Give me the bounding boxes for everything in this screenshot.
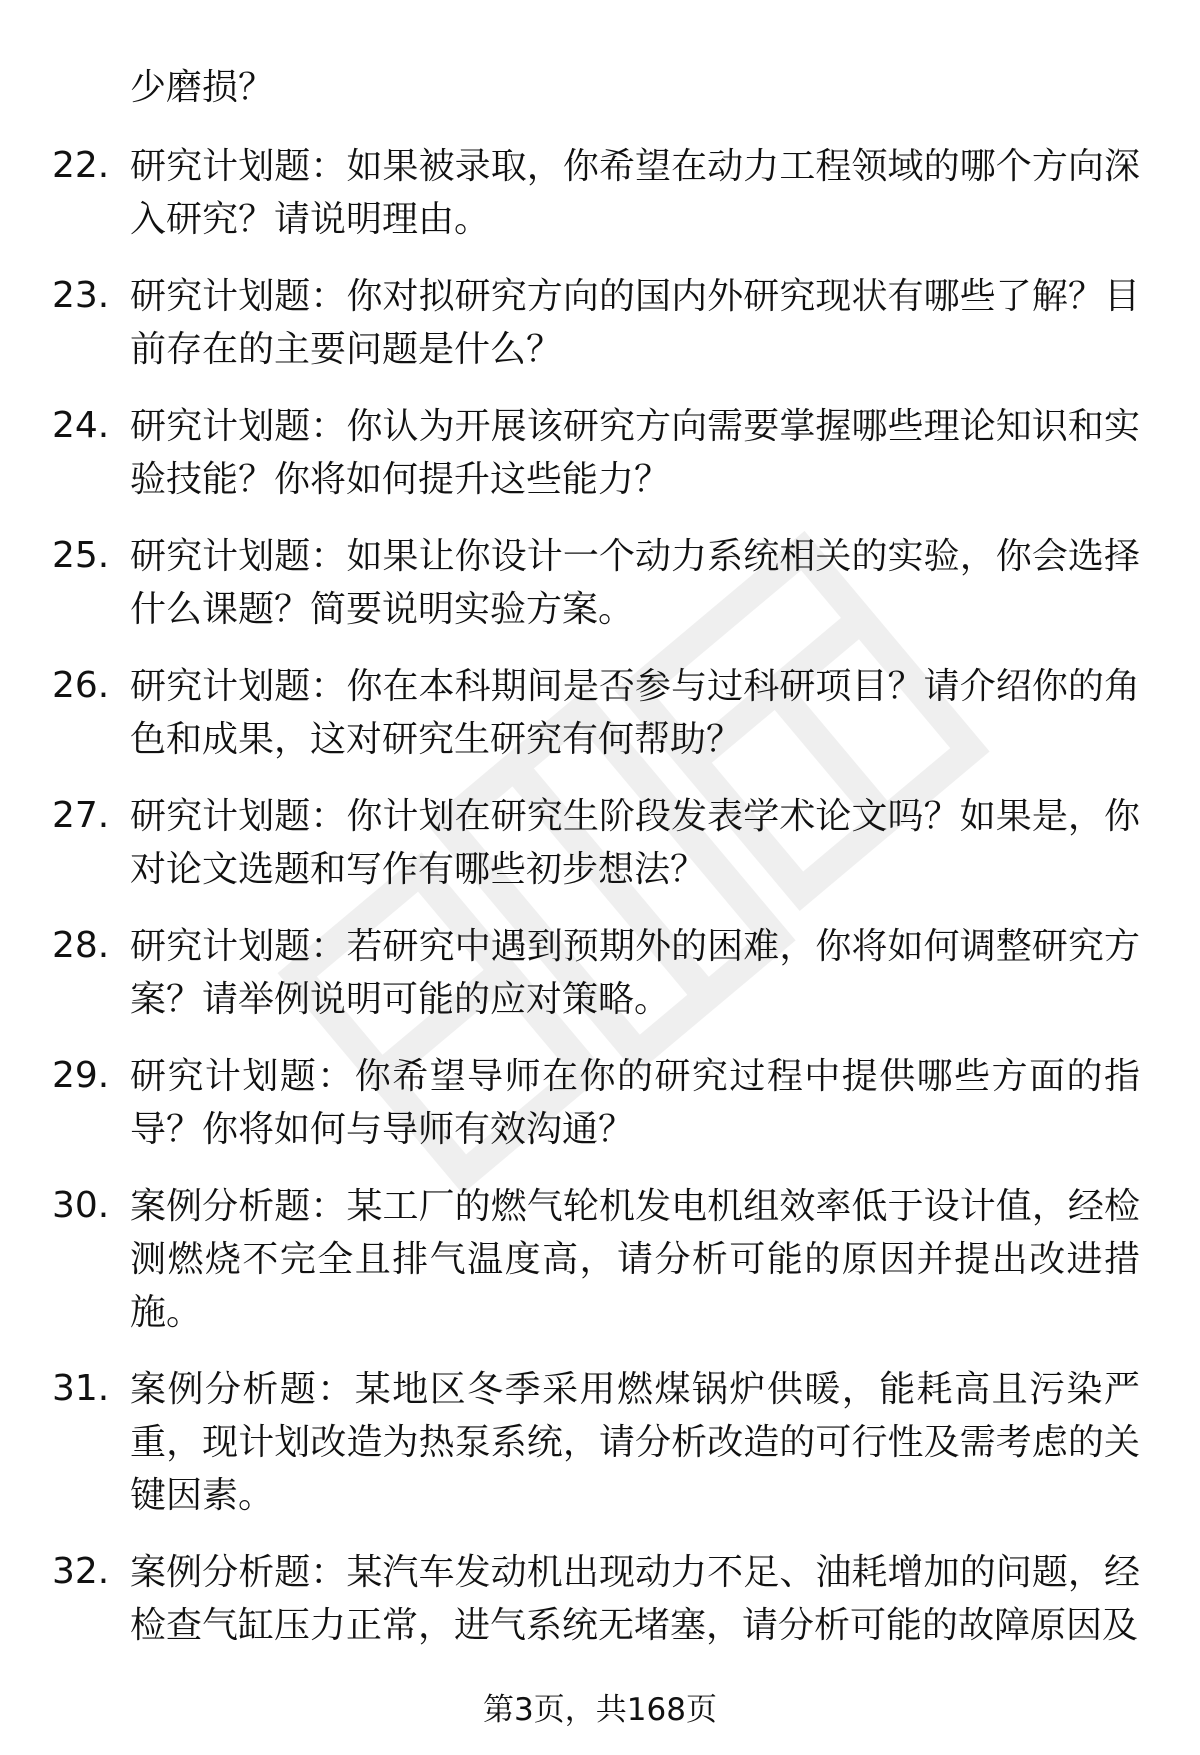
item-text: 研究计划题：若研究中遇到预期外的困难，你将如何调整研究方案？请举例说明可能的应对策略。: [130, 926, 1140, 1020]
item-number: 26.: [52, 665, 110, 706]
item-text: 案例分析题：某汽车发动机出现动力不足、油耗增加的问题，经检查气缸压力正常，进气系统无堵塞，请分析可能的故障原因及: [130, 1552, 1140, 1646]
list-item: [0, 790, 1200, 920]
continued-text: 少磨损？: [130, 67, 275, 108]
item-text: 案例分析题：某地区冬季采用燃煤锅炉供暖，能耗高且污染严重，现计划改造为热泵系统，请分析改造的可行性及需考虑的关键因素。: [130, 1369, 1140, 1516]
page-footer: 第3页，共168页: [483, 1692, 717, 1728]
item-number: 31.: [52, 1368, 110, 1409]
item-text: 研究计划题：你对拟研究方向的国内外研究现状有哪些了解？目前存在的主要问题是什么？: [130, 276, 1140, 370]
item-number: 27.: [52, 795, 110, 836]
item-text: 研究计划题：你认为开展该研究方向需要掌握哪些理论知识和实验技能？你将如何提升这些能力？: [130, 406, 1140, 500]
list-item: [0, 1363, 1200, 1546]
item-number: 32.: [52, 1551, 110, 1592]
item-number: 22.: [52, 145, 110, 186]
list-item: [0, 1180, 1200, 1363]
list-item: [0, 660, 1200, 790]
list-item: [0, 1546, 1200, 1676]
item-number: 23.: [52, 275, 110, 316]
item-text: 研究计划题：你希望导师在你的研究过程中提供哪些方面的指导？你将如何与导师有效沟通？: [130, 1056, 1140, 1150]
item-number: 29.: [52, 1055, 110, 1096]
list-item: [0, 140, 1200, 270]
list-item: [0, 920, 1200, 1050]
list-item: [0, 400, 1200, 530]
item-text: 研究计划题：你在本科期间是否参与过科研项目？请介绍你的角色和成果，这对研究生研究有何帮助？: [130, 666, 1140, 760]
question-list: [0, 140, 1200, 1676]
list-item: [0, 1050, 1200, 1180]
item-number: 24.: [52, 405, 110, 446]
item-number: 28.: [52, 925, 110, 966]
item-text: 研究计划题：如果让你设计一个动力系统相关的实验，你会选择什么课题？简要说明实验方案。: [130, 536, 1140, 630]
item-text: 研究计划题：你计划在研究生阶段发表学术论文吗？如果是，你对论文选题和写作有哪些初步想法？: [130, 796, 1140, 890]
item-number: 30.: [52, 1185, 110, 1226]
item-number: 25.: [52, 535, 110, 576]
item-text: 研究计划题：如果被录取，你希望在动力工程领域的哪个方向深入研究？请说明理由。: [130, 146, 1140, 240]
list-item: [0, 530, 1200, 660]
item-text: 案例分析题：某工厂的燃气轮机发电机组效率低于设计值，经检测燃烧不完全且排气温度高，请分析可能的原因并提出改进措施。: [130, 1186, 1140, 1333]
list-item: [0, 270, 1200, 400]
